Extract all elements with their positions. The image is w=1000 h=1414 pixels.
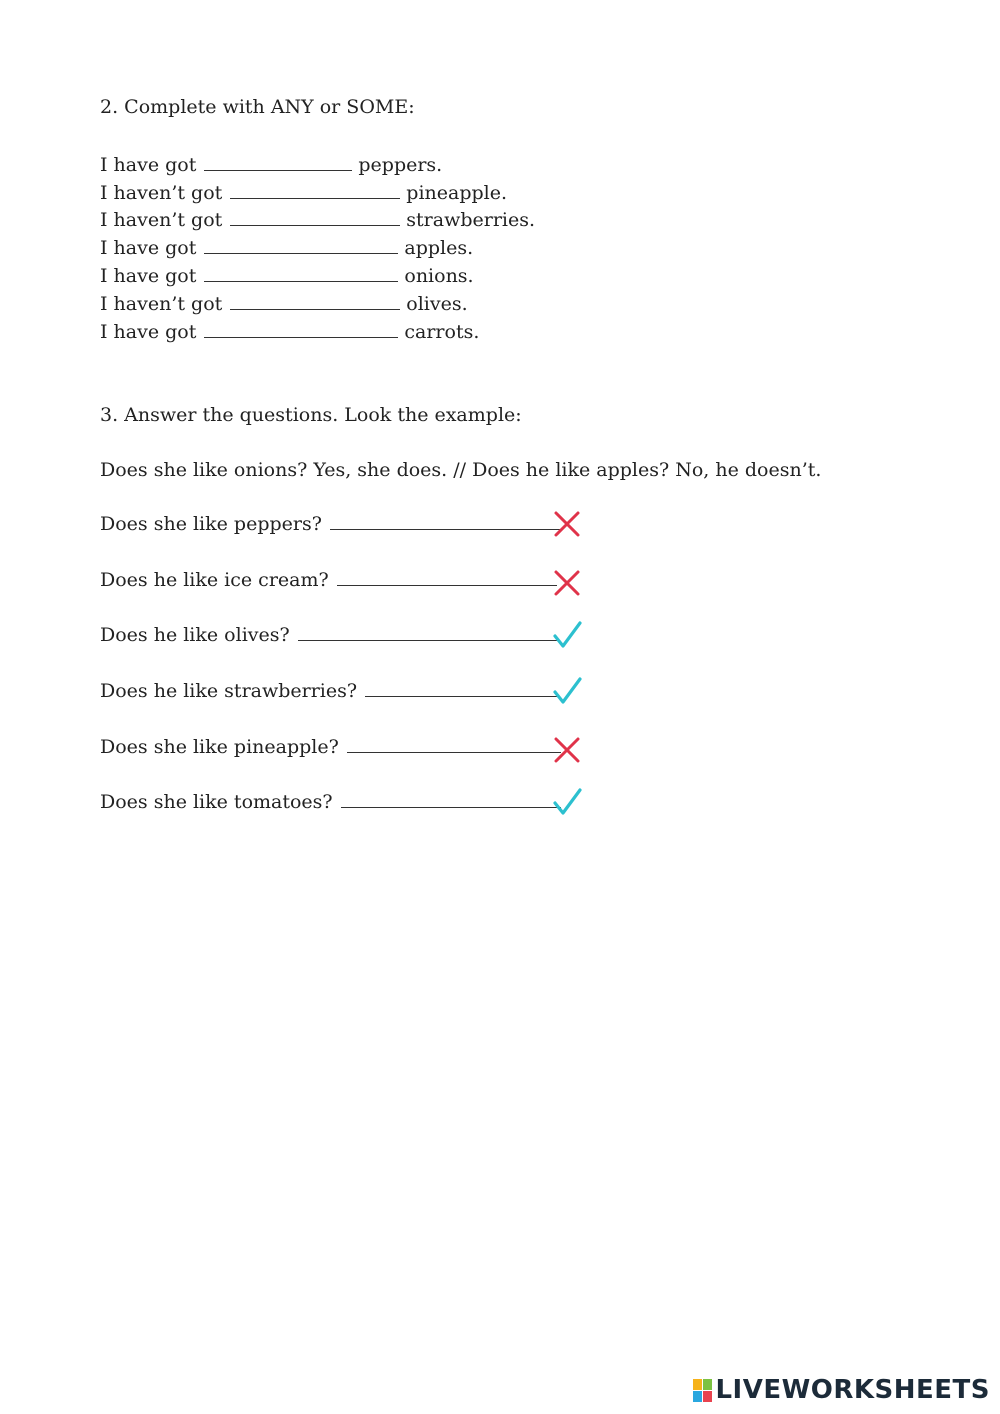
answer-blank[interactable] (337, 571, 557, 586)
answer-blank[interactable] (230, 295, 400, 310)
item-suffix: pineapple. (406, 182, 508, 204)
answer-blank[interactable] (230, 211, 400, 226)
check-icon (552, 676, 582, 706)
question-text: Does he like strawberries? (100, 680, 358, 702)
item-suffix: onions. (404, 265, 474, 287)
question-text: Does she like pineapple? (100, 736, 339, 758)
item-suffix: apples. (404, 237, 474, 259)
answer-blank[interactable] (230, 184, 400, 199)
answer-blank[interactable] (204, 267, 398, 282)
question-item (100, 569, 563, 591)
check-icon (552, 620, 582, 650)
logo-text: LIVEWORKSHEETS (715, 1375, 990, 1405)
item-prefix: I have got (100, 321, 197, 343)
answer-blank[interactable] (298, 626, 558, 641)
cross-icon (552, 735, 582, 765)
answer-blank[interactable] (204, 323, 398, 338)
item-suffix: carrots. (404, 321, 480, 343)
cross-icon (552, 568, 582, 598)
fill-in-item (100, 182, 507, 204)
question-item (100, 513, 568, 535)
answer-blank[interactable] (341, 793, 561, 808)
fill-in-item (100, 321, 479, 343)
item-prefix: I haven’t got (100, 182, 223, 204)
fill-in-item (100, 209, 535, 231)
fill-in-item (100, 293, 468, 315)
question-text: Does he like ice cream? (100, 569, 329, 591)
logo-mark-icon (693, 1379, 712, 1402)
question-item (100, 624, 564, 646)
item-prefix: I have got (100, 265, 197, 287)
item-suffix: olives. (406, 293, 468, 315)
item-suffix: strawberries. (406, 209, 536, 231)
section-2-title: 2. Complete with ANY or SOME: (100, 96, 415, 118)
question-item (100, 680, 565, 702)
item-prefix: I have got (100, 237, 197, 259)
cross-icon (552, 509, 582, 539)
fill-in-item (100, 265, 474, 287)
question-text: Does she like tomatoes? (100, 791, 333, 813)
answer-blank[interactable] (204, 156, 352, 171)
question-text: Does she like peppers? (100, 513, 322, 535)
section-3-title: 3. Answer the questions. Look the example: (100, 404, 522, 426)
liveworksheets-logo (693, 1370, 990, 1410)
example-text: Does she like onions? Yes, she does. // Does he like apples? No, he doesn’t. (100, 459, 822, 481)
answer-blank[interactable] (204, 239, 398, 254)
question-text: Does he like olives? (100, 624, 290, 646)
item-prefix: I haven’t got (100, 293, 223, 315)
fill-in-item (100, 154, 442, 176)
item-prefix: I have got (100, 154, 197, 176)
check-icon (552, 787, 582, 817)
answer-blank[interactable] (330, 515, 562, 530)
answer-blank[interactable] (365, 682, 559, 697)
item-prefix: I haven’t got (100, 209, 223, 231)
item-suffix: peppers. (358, 154, 443, 176)
answer-blank[interactable] (347, 738, 561, 753)
fill-in-item (100, 237, 473, 259)
question-item (100, 791, 567, 813)
question-item (100, 736, 567, 758)
